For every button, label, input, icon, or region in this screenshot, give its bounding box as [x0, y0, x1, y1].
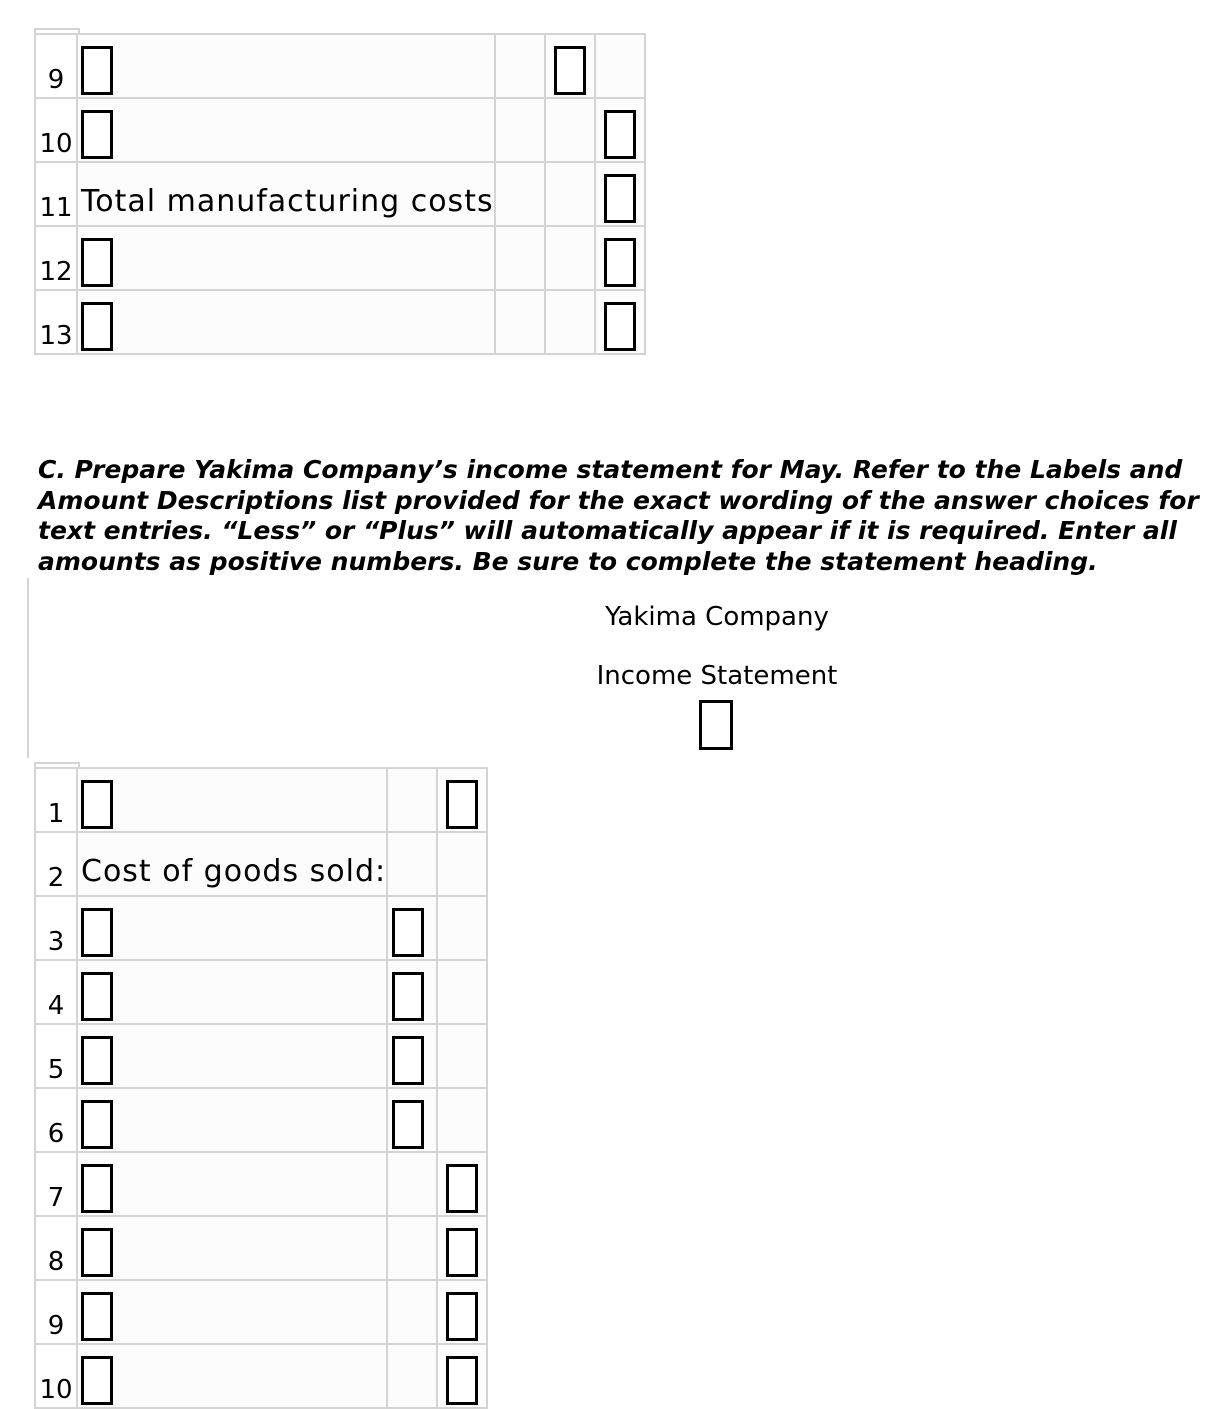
label-cell: [77, 98, 495, 162]
label-cell: [77, 1344, 387, 1408]
amount-input[interactable]: [446, 1292, 478, 1341]
amount-cell-3: [595, 226, 645, 290]
amount-cell-2: [437, 1216, 487, 1280]
amount-cell-2: [437, 896, 487, 960]
table-row: [35, 1344, 487, 1408]
manufacturing-costs-table: [34, 33, 646, 355]
row-number: 11: [35, 162, 77, 226]
label-cell: [77, 1216, 387, 1280]
amount-input[interactable]: [392, 1100, 424, 1149]
row-number: 7: [35, 1152, 77, 1216]
part-c-instructions: C. Prepare Yakima Company’s income statement for May. Refer to the Labels and Amount Descriptions list provided for the exact wording of the answer choices for text entries. “Less” or “Plus” will automatically appear if it is required. Enter all amounts as positive numbers. Be sure to complete the statement heading.: [38, 455, 1199, 576]
amount-input[interactable]: [446, 1228, 478, 1277]
row-number: 13: [35, 290, 77, 354]
amount-input[interactable]: [604, 110, 636, 159]
income-statement-table: [34, 767, 488, 1409]
label-input[interactable]: [81, 1164, 113, 1213]
label-input[interactable]: [81, 1100, 113, 1149]
label-cell: [77, 768, 387, 832]
amount-cell-2: [545, 290, 595, 354]
amount-cell-1: [387, 1216, 437, 1280]
row-number: 10: [35, 1344, 77, 1408]
label-input[interactable]: [81, 302, 113, 351]
table-row: [35, 226, 645, 290]
amount-cell-2: [437, 768, 487, 832]
amount-cell-3: [595, 162, 645, 226]
table-row: [35, 1216, 487, 1280]
table-row: [35, 290, 645, 354]
label-input[interactable]: [81, 1292, 113, 1341]
row-number: 1: [35, 768, 77, 832]
amount-input[interactable]: [604, 302, 636, 351]
amount-cell-1: [387, 1344, 437, 1408]
label-input[interactable]: [81, 1356, 113, 1405]
row-number: 12: [35, 226, 77, 290]
amount-cell-2: [437, 960, 487, 1024]
row-number: 10: [35, 98, 77, 162]
label-cell: [77, 960, 387, 1024]
table-row: [35, 1152, 487, 1216]
label-cell: [77, 1152, 387, 1216]
amount-cell-1: [495, 290, 545, 354]
label-cell: [77, 34, 495, 98]
label-input[interactable]: [81, 46, 113, 95]
amount-input[interactable]: [392, 1036, 424, 1085]
statement-title: Income Statement: [596, 661, 838, 691]
amount-cell-1: [387, 1088, 437, 1152]
amount-input[interactable]: [392, 972, 424, 1021]
row-number: 9: [35, 34, 77, 98]
amount-cell-2: [437, 1280, 487, 1344]
amount-cell-2: [437, 1152, 487, 1216]
amount-cell-2: [437, 1088, 487, 1152]
amount-input[interactable]: [446, 1164, 478, 1213]
table-row: [35, 960, 487, 1024]
amount-cell-2: [437, 1344, 487, 1408]
amount-cell-2: [437, 832, 487, 896]
cost-of-goods-sold-label: Cost of goods sold:: [77, 832, 387, 896]
amount-input[interactable]: [604, 174, 636, 223]
row-number: 6: [35, 1088, 77, 1152]
amount-cell-2: [545, 98, 595, 162]
amount-input[interactable]: [392, 908, 424, 957]
amount-input[interactable]: [554, 46, 586, 95]
amount-cell-1: [495, 98, 545, 162]
table-row: [35, 1280, 487, 1344]
table-row: [35, 1088, 487, 1152]
table-row: [35, 98, 645, 162]
label-cell: [77, 1280, 387, 1344]
table-row: [35, 896, 487, 960]
amount-cell-1: [387, 960, 437, 1024]
statement-period-input[interactable]: [699, 700, 733, 750]
label-input[interactable]: [81, 1228, 113, 1277]
table-row: [35, 768, 487, 832]
amount-cell-1: [495, 226, 545, 290]
amount-input[interactable]: [446, 1356, 478, 1405]
label-cell: [77, 1024, 387, 1088]
label-input[interactable]: [81, 1036, 113, 1085]
amount-cell-2: [437, 1024, 487, 1088]
amount-input[interactable]: [446, 780, 478, 829]
row-number: 9: [35, 1280, 77, 1344]
amount-cell-1: [387, 1280, 437, 1344]
label-input[interactable]: [81, 110, 113, 159]
total-manufacturing-costs-label: Total manufacturing costs: [77, 162, 495, 226]
amount-cell-1: [387, 1024, 437, 1088]
label-cell: [77, 896, 387, 960]
amount-input[interactable]: [604, 238, 636, 287]
row-number: 3: [35, 896, 77, 960]
amount-cell-2: [545, 162, 595, 226]
amount-cell-3: [595, 98, 645, 162]
row-number: 8: [35, 1216, 77, 1280]
table-row: [35, 34, 645, 98]
amount-cell-2: [545, 226, 595, 290]
amount-cell-1: [387, 832, 437, 896]
amount-cell-3: [595, 290, 645, 354]
amount-cell-1: [387, 768, 437, 832]
amount-cell-3: [595, 34, 645, 98]
label-cell: [77, 226, 495, 290]
amount-cell-1: [387, 896, 437, 960]
company-name: Yakima Company: [605, 602, 829, 632]
row-number: 4: [35, 960, 77, 1024]
table-row: [35, 1024, 487, 1088]
label-input[interactable]: [81, 908, 113, 957]
amount-cell-2: [545, 34, 595, 98]
label-cell: [77, 1088, 387, 1152]
row-number: 5: [35, 1024, 77, 1088]
label-cell: [77, 290, 495, 354]
amount-cell-1: [495, 34, 545, 98]
label-input[interactable]: [81, 238, 113, 287]
table-row: [35, 832, 487, 896]
table-row: [35, 162, 645, 226]
label-input[interactable]: [81, 972, 113, 1021]
amount-cell-1: [387, 1152, 437, 1216]
row-number: 2: [35, 832, 77, 896]
label-input[interactable]: [81, 780, 113, 829]
amount-cell-1: [495, 162, 545, 226]
